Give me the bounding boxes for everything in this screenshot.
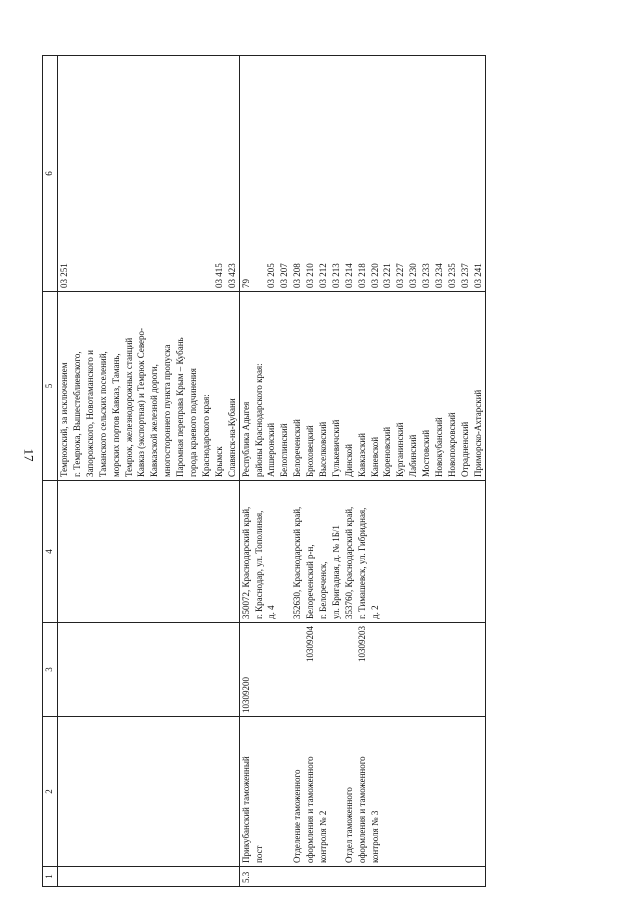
text-line: Кореновский bbox=[382, 426, 393, 477]
text-line: многостороннего пункта пропуска bbox=[162, 344, 173, 477]
text-line: Мостовский bbox=[421, 429, 432, 477]
text-line: города краевого подчинения bbox=[188, 368, 199, 477]
cell-code bbox=[58, 623, 240, 717]
text-line bbox=[278, 720, 291, 863]
text-line: г. Краснодар, ул. Тополиная, bbox=[253, 510, 264, 619]
cell-number: 5.3 bbox=[239, 867, 485, 887]
text-line: Крымск bbox=[213, 446, 224, 477]
cell-territory bbox=[58, 292, 240, 481]
text-line: Белореченский р-н, bbox=[305, 544, 316, 619]
text-line: Каневской bbox=[369, 436, 380, 477]
code-line: 03 227 bbox=[395, 263, 406, 288]
text-line: Гулькевичский bbox=[330, 419, 341, 477]
text-line: Отдел таможенного bbox=[343, 787, 354, 863]
code-line bbox=[265, 626, 278, 713]
text-line: Новокубанский bbox=[434, 417, 445, 477]
code-line: 03 208 bbox=[292, 263, 303, 288]
text-line: Новопокровский bbox=[446, 412, 457, 477]
header-cell: 5 bbox=[43, 292, 58, 481]
cell-name bbox=[58, 717, 240, 867]
code-line bbox=[343, 626, 356, 713]
text-line: Паромная переправа Крым – Кубань bbox=[175, 337, 186, 477]
code-line: 03 213 bbox=[330, 263, 341, 288]
code-line: 03 218 bbox=[356, 263, 367, 288]
code-line bbox=[174, 59, 187, 288]
text-line: Темрюкский, за исключением bbox=[59, 362, 69, 477]
code-line: 03 230 bbox=[408, 263, 419, 288]
text-line: г. Белореченск, bbox=[318, 561, 329, 619]
text-line: г. Темрюка, Вышестеблиевского, bbox=[71, 351, 82, 477]
text-line: Белореченский bbox=[292, 419, 303, 477]
code-line: 03 221 bbox=[382, 263, 393, 288]
text-line: д. 2 bbox=[369, 605, 380, 619]
text-line: Отделение таможенного bbox=[292, 769, 303, 863]
text-line: Темрюк, железнодорожных станций bbox=[123, 337, 134, 477]
text-line: ул. Бригадная, д. № 1Б/1 bbox=[330, 525, 341, 619]
code-line: 03 235 bbox=[446, 263, 457, 288]
code-line: 03 207 bbox=[279, 263, 290, 288]
text-line: пост bbox=[253, 845, 264, 863]
text-line: г. Тимашевск, ул. Гибридная, bbox=[356, 507, 367, 619]
cell-name bbox=[239, 717, 485, 867]
cell-territory bbox=[239, 292, 485, 481]
text-line: оформления и таможенного bbox=[305, 756, 316, 863]
text-line bbox=[278, 484, 291, 619]
code-line: 03 251 bbox=[59, 263, 69, 288]
cell-code bbox=[239, 623, 485, 717]
code-line bbox=[161, 59, 174, 288]
code-line bbox=[317, 626, 330, 713]
text-line: Приморско-Ахтарский bbox=[472, 389, 483, 477]
header-cell: 1 bbox=[43, 867, 58, 887]
code-line: 03 220 bbox=[369, 263, 380, 288]
code-line: 10309204 bbox=[305, 626, 316, 662]
header-cell: 2 bbox=[43, 717, 58, 867]
rotated-table-sheet bbox=[42, 56, 598, 887]
code-line bbox=[253, 59, 266, 288]
code-line: 03 205 bbox=[266, 263, 277, 288]
code-line: 03 423 bbox=[226, 263, 237, 288]
code-line: 03 214 bbox=[343, 263, 354, 288]
code-line: 03 233 bbox=[421, 263, 432, 288]
text-line: Выселковский bbox=[318, 421, 329, 477]
text-line: Славянск-на-Кубани bbox=[226, 398, 237, 477]
text-line: 352630, Краснодарский край, bbox=[292, 506, 303, 619]
code-line: 03 234 bbox=[434, 263, 445, 288]
code-line: 03 415 bbox=[213, 263, 224, 288]
text-line: Краснодарского края: bbox=[200, 394, 211, 477]
text-line: Динской bbox=[343, 444, 354, 477]
page-number: 17 bbox=[21, 448, 37, 462]
code-line: 79 bbox=[240, 279, 251, 288]
code-line bbox=[278, 626, 291, 713]
text-line: Лабинский bbox=[408, 434, 419, 477]
header-cell: 4 bbox=[43, 481, 58, 623]
code-line bbox=[253, 626, 266, 713]
table-row bbox=[239, 56, 485, 887]
header-row bbox=[43, 56, 58, 887]
code-line bbox=[135, 59, 148, 288]
code-line: 03 210 bbox=[305, 263, 316, 288]
text-line: Прикубанский таможенный bbox=[240, 756, 251, 863]
text-line: Кавказ (экспортная) и Темрюк Северо- bbox=[136, 327, 147, 477]
text-line: Кавказский bbox=[356, 433, 367, 477]
text-line: оформления и таможенного bbox=[356, 756, 367, 863]
code-line: 03 212 bbox=[318, 263, 329, 288]
text-line bbox=[330, 720, 343, 863]
cell-okato bbox=[58, 56, 240, 292]
table-row bbox=[58, 56, 240, 887]
text-line: 353760, Краснодарский край, bbox=[343, 506, 354, 619]
text-line: морских портов Кавказ, Тамань, bbox=[110, 353, 121, 477]
text-line: Кавказской железной дороги, bbox=[149, 364, 160, 477]
code-line bbox=[122, 59, 135, 288]
cell-address bbox=[58, 481, 240, 623]
cell-okato bbox=[239, 56, 485, 292]
code-line bbox=[200, 59, 213, 288]
text-line: д. 4 bbox=[266, 605, 277, 619]
header-cell: 6 bbox=[43, 56, 58, 292]
text-line: Республика Адыгея bbox=[240, 401, 251, 477]
code-line bbox=[84, 59, 97, 288]
cell-address bbox=[239, 481, 485, 623]
header-cell: 3 bbox=[43, 623, 58, 717]
code-line bbox=[187, 59, 200, 288]
text-line: Апшеронский bbox=[266, 422, 277, 477]
code-line bbox=[97, 59, 110, 288]
text-line: районы Краснодарского края: bbox=[253, 363, 264, 477]
code-line bbox=[110, 59, 123, 288]
text-line: Курганинский bbox=[395, 422, 406, 477]
text-line: 350072, Краснодарский край, bbox=[240, 506, 251, 619]
text-line: контроля № 2 bbox=[318, 810, 329, 863]
text-line: Брюховецкий bbox=[305, 425, 316, 477]
text-line: Запорожского, Новотаманского и bbox=[84, 350, 95, 477]
code-line bbox=[71, 59, 84, 288]
text-line: контроля № 3 bbox=[369, 810, 380, 863]
code-line bbox=[148, 59, 161, 288]
text-line bbox=[265, 720, 278, 863]
code-line bbox=[291, 626, 304, 713]
code-line: 10309200 bbox=[240, 677, 251, 713]
code-line: 03 237 bbox=[459, 263, 470, 288]
code-line: 10309203 bbox=[356, 626, 367, 662]
text-line: Таманского сельских поселений, bbox=[97, 351, 108, 477]
code-line: 03 241 bbox=[472, 263, 483, 288]
cell-number bbox=[58, 867, 240, 887]
code-line bbox=[330, 626, 343, 713]
document-table bbox=[42, 55, 486, 887]
text-line: Отрадненский bbox=[459, 421, 470, 477]
text-line: Белоглинский bbox=[279, 423, 290, 477]
